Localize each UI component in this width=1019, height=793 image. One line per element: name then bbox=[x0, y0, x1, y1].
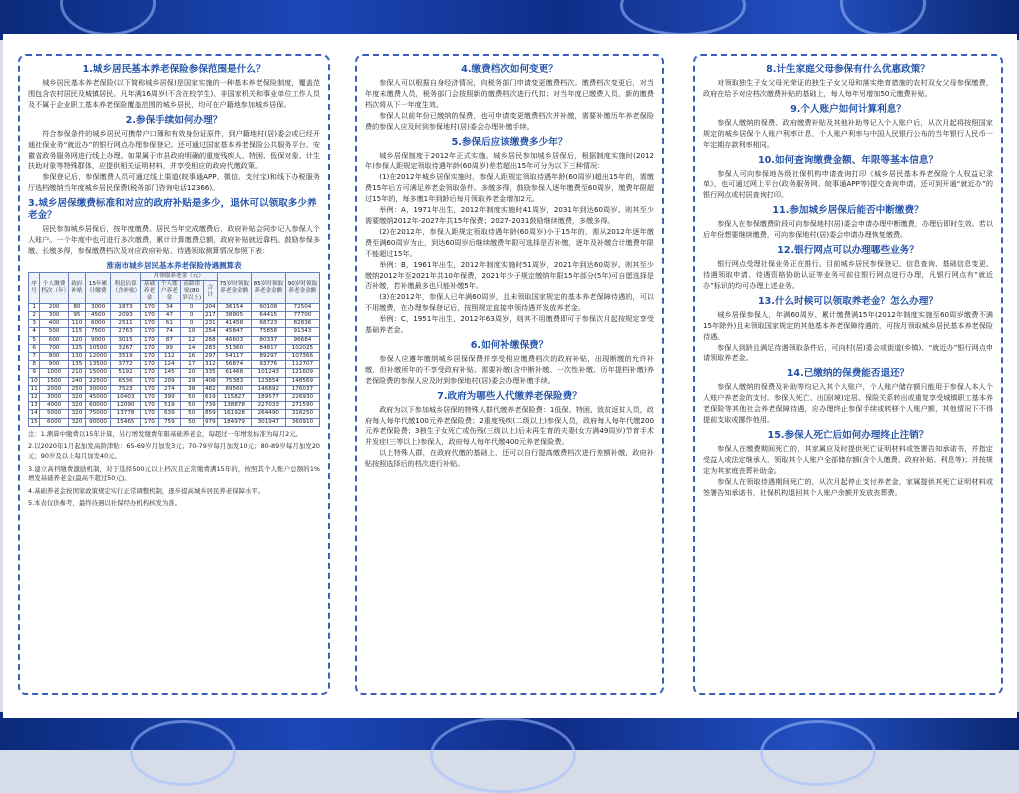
table-cell: 110 bbox=[69, 320, 86, 328]
table-row bbox=[29, 303, 320, 311]
table-cell: 4000 bbox=[40, 402, 69, 410]
section-title: 14.已缴纳的保费能否退还？ bbox=[786, 368, 910, 380]
faq-column-1 bbox=[18, 54, 330, 695]
swirl-ornament bbox=[130, 720, 236, 786]
section-text: 参保人可向参保地各级社保机构申请查询打印《城乡居民基本养老保险个人权益记录单》，也可通过网上平台(政务服务网、皖事通APP等)提交查询申请，还可到开通“就近办”的银行网点或村居查询打印。 bbox=[703, 168, 993, 200]
table-header: 序号 bbox=[29, 272, 40, 303]
table-cell: 9000 bbox=[85, 336, 110, 344]
section-text: 参保人应遵年缴纳城乡居保保费并享受相应缴费档次的政府补贴，出现断缴的允许补缴，但补缴所年的不享受政府补贴。需要补缴(含中断补缴、一次性补缴、历年提档补缴)养老保险费的参保人应及时到参保地村(居)委会办理补缴手续。 bbox=[365, 353, 654, 385]
section-text: 举例：C，1951年出生，2012年63周岁，则其不用缴费即可于参保次月起按规定享受基础养老金。 bbox=[365, 314, 654, 335]
section-text: 对领取独生子女父母光荣证的独生子女父母和落实绝育措施的农村双女父母参保缴费，政府在给予对应档次缴费补贴的基础上，每人每年另增加50元缴费补贴。 bbox=[703, 78, 993, 98]
table-cell: 45000 bbox=[85, 393, 110, 401]
table-cell: 10 bbox=[180, 328, 203, 336]
table-cell: 89297 bbox=[251, 352, 285, 360]
section-title: 5.参保后应该缴费多少年？ bbox=[451, 136, 568, 148]
table-header: 个人缴费档次（年） bbox=[40, 272, 69, 303]
table-note: 注：1.测算中缴费以15年计算，另行增发缴费年限基础养老金，每超过一年增发标准为每月2元。 bbox=[28, 429, 302, 438]
table-cell: 3000 bbox=[40, 393, 69, 401]
table-cell: 115 bbox=[69, 328, 86, 336]
table-cell: 800 bbox=[40, 352, 69, 360]
table-cell: 96684 bbox=[285, 336, 319, 344]
table-cell: 254 bbox=[204, 328, 216, 335]
table-subheader: 个人账户养老金 bbox=[159, 281, 180, 304]
table-cell: 17 bbox=[180, 361, 203, 369]
table-row bbox=[29, 320, 320, 328]
table-cell: 335 bbox=[204, 369, 216, 376]
section-title: 13.什么时候可以领取养老金？怎么办理？ bbox=[757, 295, 939, 307]
table-cell: 240 bbox=[69, 377, 86, 385]
table-cell: 482 bbox=[204, 385, 216, 392]
table-cell: 7523 bbox=[111, 385, 141, 393]
table-cell: 4 bbox=[29, 328, 40, 336]
table-row bbox=[29, 402, 320, 410]
section-text: 参保人以前年份已缴纳的保费，也可申请变更缴费档次并补缴，需要补缴历年养老保险费的参保人应及时到参保地村(居)委会办理补缴手续。 bbox=[365, 110, 654, 131]
table-cell: 161928 bbox=[217, 410, 251, 418]
table-cell: 7 bbox=[29, 352, 40, 360]
table-cell: 120 bbox=[69, 336, 86, 344]
table-row bbox=[29, 369, 320, 377]
table-cell: 2000 bbox=[40, 385, 69, 393]
swirl-ornament bbox=[760, 720, 876, 786]
table-cell: 3 bbox=[29, 320, 40, 328]
table-cell: 75383 bbox=[217, 377, 251, 385]
table-cell: 1000 bbox=[40, 369, 69, 377]
table-cell: 145 bbox=[159, 369, 180, 377]
table-subheader: 高龄津贴(80岁以上) bbox=[180, 281, 203, 304]
table-title: 淮南市城乡居民基本养老保险待遇测算表 bbox=[106, 260, 242, 270]
table-cell: 320 bbox=[69, 418, 86, 426]
table-cell: 519 bbox=[159, 402, 180, 410]
table-cell: 38 bbox=[180, 385, 203, 393]
table-cell: 3519 bbox=[111, 352, 141, 360]
table-cell: 170 bbox=[140, 418, 158, 426]
table-cell: 204 bbox=[204, 303, 216, 310]
table-cell: 320 bbox=[69, 402, 86, 410]
section-text: 居民参加城乡居保后，按年度缴费。居民当年完成缴费后，政府补贴会同步记入参保人个人账户。一个年度中也可进行多次缴费，累计计算缴费总额，政府补贴就近靠档。鼓励参保多缴、长缴多得，参保缴费档次及对应政府补贴、待遇领取测算情况参照下表： bbox=[28, 224, 320, 255]
table-note: 4.基础养老金按国家政策规定实行正常调整机制，逐步提高城乡居民养老保障水平。 bbox=[28, 486, 265, 495]
section-title: 2.参保手续如何办理？ bbox=[125, 114, 223, 126]
table-cell: 316250 bbox=[285, 410, 319, 418]
table-cell: 217 bbox=[204, 311, 216, 318]
table-cell: 301947 bbox=[251, 418, 285, 426]
table-cell: 170 bbox=[140, 336, 158, 344]
section-title: 3.城乡居保缴费标准和对应的政府补贴是多少，退休可以领取多少养老金？ bbox=[28, 198, 317, 222]
section-text: 城乡居民基本养老保险(以下简称城乡居保)是国家实施的一种基本养老保险制度，覆盖范围包含农村居民及城镇居民。凡年满16周岁(不含在校学生)、非国家机关和事业单位工作人员及不属于企业职工基本养老保险覆盖范围的城乡居民，均可在户籍地参加城乡居保。 bbox=[28, 78, 320, 109]
table-cell: 93776 bbox=[251, 361, 285, 369]
table-cell: 1500 bbox=[40, 377, 69, 385]
table-cell: 0 bbox=[180, 303, 203, 311]
table-cell: 170 bbox=[140, 385, 158, 393]
table-header: 85岁时领取养老金金额 bbox=[251, 272, 285, 303]
table-cell: 107366 bbox=[285, 352, 319, 360]
table-cell: 900 bbox=[40, 361, 69, 369]
table-cell: 12090 bbox=[111, 402, 141, 410]
table-cell: 859 bbox=[204, 410, 216, 417]
faq-column-2 bbox=[355, 54, 664, 695]
table-cell: 1873 bbox=[111, 303, 141, 311]
table-cell: 138878 bbox=[217, 402, 251, 410]
table-header: 月领取养老金（元） bbox=[140, 272, 217, 280]
table-cell: 12000 bbox=[85, 352, 110, 360]
table-cell: 1 bbox=[29, 303, 40, 311]
table-cell: 54117 bbox=[217, 352, 251, 360]
table-cell: 297 bbox=[204, 352, 216, 359]
table-cell: 16 bbox=[180, 352, 203, 360]
table-cell: 46603 bbox=[217, 336, 251, 344]
table-cell: 80 bbox=[69, 303, 86, 311]
table-body bbox=[29, 303, 320, 426]
section-text: 参保人可以根据自身经济情况，向税务部门申请变更缴费档次。缴费档次变更后，对当年度未缴费人员，税务部门会按照新的缴费档次进行代扣；对当年度已缴费人员，新的缴费档次将从下一年度生效。 bbox=[365, 78, 654, 109]
table-cell: 4500 bbox=[85, 311, 110, 319]
table-cell: 312 bbox=[204, 361, 216, 368]
table-cell: 68723 bbox=[251, 320, 285, 328]
section-text: 银行网点受理社保业务正在推行。目前城乡居民参保登记、信息查询、基础信息变更、待遇领取申请、待遇资格协助认证等业务可前往银行网点进行办理，凡银行网点有“就近办”标识的均可办理上述业务。 bbox=[703, 259, 993, 290]
section-title: 9.个人账户如何计算利息？ bbox=[790, 103, 906, 115]
table-cell: 189577 bbox=[251, 393, 285, 401]
section-text: 举例：A，1971年出生，2012年制度实施时41周岁，2031年到达60周岁。则其至少需要缴纳2012年-2027年共15年保费；2027-2031鼓励继续缴费，多缴多得。 bbox=[365, 205, 654, 225]
table-cell: 84817 bbox=[251, 344, 285, 352]
table-cell: 274 bbox=[159, 385, 180, 393]
table-cell: 170 bbox=[140, 369, 158, 377]
table-cell: 320 bbox=[69, 393, 86, 401]
table-row bbox=[29, 385, 320, 393]
table-cell: 184979 bbox=[217, 418, 251, 426]
table-cell: 271590 bbox=[285, 402, 319, 410]
table-cell: 80337 bbox=[251, 336, 285, 344]
section-title: 10.如何查询缴费金额、年限等基本信息？ bbox=[757, 154, 939, 166]
section-title: 7.政府为哪些人代缴养老保险费？ bbox=[437, 390, 582, 402]
table-note: 5.本表仅供参考，最终待遇以社保经办机构核发为准。 bbox=[28, 499, 182, 508]
table-cell: 2 bbox=[29, 311, 40, 319]
section-text: 政府为以下参加城乡居保的特殊人群代缴养老保险费：1低保、特困、致贫返贫人员，政府每人每年代缴100元养老保险费；2重度残疾(二级以上)参保人员，政府每人每年代缴200元养老保险费；3独生子女死亡或伤残(三级以上)后未再生育的夫妻(女方满49周岁)节育手术并发症(三等以上)参保人，政府每人每年代缴400元养老保险费。 bbox=[365, 404, 654, 447]
table-cell: 268 bbox=[204, 336, 216, 343]
section-text: 城乡居保制度于2012年正式实施。城乡居民参加城乡居保后，根据制度实施时(2012年)参保人距规定领取待遇年龄(60周岁)差若超出15年可分为以下三种情况： bbox=[365, 150, 654, 171]
table-cell: 170 bbox=[140, 320, 158, 328]
swirl-ornament bbox=[60, 0, 156, 36]
table-cell: 170 bbox=[140, 393, 158, 401]
table-cell: 101243 bbox=[251, 369, 285, 377]
section-text: 参保人在缴费期间死亡的，其家属应及时提供死亡证明材料或签署告知承诺书，并指定受益人或法定继承人，领取其个人账户全部储存额(含个人缴费、政府补贴、利息等)；并按规定为其家庭丧葬补助金。 bbox=[703, 443, 993, 475]
table-cell: 10403 bbox=[111, 393, 141, 401]
table-cell: 3015 bbox=[111, 336, 141, 344]
table-cell: 6000 bbox=[40, 418, 69, 426]
table-note: 2.以2020年1月起加发高龄津贴：65-69岁月加发3元；70-79岁每月加发10元；80-89岁每月加发20元；90岁及以上每月加发40元。 bbox=[28, 442, 320, 460]
table-cell: 56874 bbox=[217, 361, 251, 369]
table-cell: 170 bbox=[140, 410, 158, 418]
table-row bbox=[29, 311, 320, 319]
table-cell: 74 bbox=[159, 328, 180, 336]
table-cell: 226930 bbox=[285, 393, 319, 401]
table-subheader: 合计 bbox=[203, 281, 217, 304]
table-cell: 12 bbox=[29, 393, 40, 401]
table-cell: 14 bbox=[180, 344, 203, 352]
table-cell: 0 bbox=[180, 320, 203, 328]
table-cell: 130 bbox=[69, 352, 86, 360]
table-header: 75岁时领取养老金金额 bbox=[217, 272, 251, 303]
table-cell: 51360 bbox=[217, 344, 251, 352]
table-cell: 112707 bbox=[285, 361, 319, 369]
table-cell: 22500 bbox=[85, 377, 110, 385]
table-cell: 60000 bbox=[85, 402, 110, 410]
table-cell: 500 bbox=[40, 328, 69, 336]
table-note: 3.建立高档缴费激励机制，对于选择500元以上档次且正常缴费满15年的，按照其个人账户总额的1%增发基础养老金(最高不超过50元)。 bbox=[28, 464, 320, 483]
table-cell: 170 bbox=[140, 303, 158, 311]
table-cell: 5 bbox=[29, 336, 40, 344]
section-text: 城乡居保参保人，年满60周岁、累计缴费满15年(2012年制度实施至60周岁缴费不满15年除外)且未领取国家规定的其他基本养老保障待遇的，可按月领取城乡居民基本养老保险待遇。 bbox=[703, 309, 993, 341]
table-cell: 10500 bbox=[85, 344, 110, 352]
table-cell: 200 bbox=[40, 303, 69, 311]
table-cell: 0 bbox=[180, 311, 203, 319]
table-cell: 13778 bbox=[111, 410, 141, 418]
table-cell: 41458 bbox=[217, 320, 251, 328]
table-cell: 38805 bbox=[217, 311, 251, 319]
table-cell: 210 bbox=[69, 369, 86, 377]
table-cell: 13 bbox=[29, 402, 40, 410]
table-cell: 50 bbox=[180, 402, 203, 410]
table-cell: 77700 bbox=[285, 311, 319, 319]
table-cell: 135 bbox=[69, 361, 86, 369]
table-cell: 112 bbox=[159, 352, 180, 360]
table-cell: 3772 bbox=[111, 361, 141, 369]
table-cell: 61468 bbox=[217, 369, 251, 377]
swirl-ornament bbox=[840, 0, 926, 36]
table-row bbox=[29, 328, 320, 336]
section-text: (1)在2012年城乡居保实施时，参保人距规定领取待遇年龄(60周岁)超出15年的，需缴费15年后方可满足养老金领取条件。多缴多得，鼓励参保人逐年缴费至60周岁，缴费年限超过15年的，每多缴1年到龄后每月领取养老金增加2元。 bbox=[365, 172, 654, 204]
table-cell: 408 bbox=[204, 377, 216, 384]
table-cell: 121609 bbox=[285, 369, 319, 377]
table-header: 15年累计缴费 bbox=[85, 272, 110, 303]
table-cell: 45847 bbox=[217, 328, 251, 336]
table-cell: 250 bbox=[69, 385, 86, 393]
section-text: 参保人在领取待遇期间死亡的，从次月起停止支付养老金，家属提供其死亡证明材料或签署告知承诺书，社保机构退回其个人账户余额并发放丧葬费。 bbox=[703, 476, 993, 497]
table-cell: 60108 bbox=[251, 303, 285, 311]
table-cell: 170 bbox=[140, 344, 158, 352]
table-header: 政府补贴 bbox=[69, 272, 86, 303]
table-row bbox=[29, 418, 320, 426]
table-cell: 13500 bbox=[85, 361, 110, 369]
table-cell: 95 bbox=[69, 311, 86, 319]
table-cell: 639 bbox=[159, 410, 180, 418]
table-cell: 619 bbox=[204, 393, 216, 400]
table-cell: 50 bbox=[180, 418, 203, 426]
table-cell: 10 bbox=[29, 377, 40, 385]
table-cell: 6536 bbox=[111, 377, 141, 385]
table-cell: 170 bbox=[140, 377, 158, 385]
table-cell: 3267 bbox=[111, 344, 141, 352]
table-cell: 170 bbox=[140, 328, 158, 336]
table-cell: 34 bbox=[159, 303, 180, 311]
table-cell: 170 bbox=[140, 361, 158, 369]
table-notes bbox=[28, 430, 320, 509]
table-cell: 75858 bbox=[251, 328, 285, 336]
table-cell: 979 bbox=[204, 418, 216, 425]
table-cell: 227033 bbox=[251, 402, 285, 410]
benefit-table bbox=[28, 272, 320, 427]
table-cell: 170 bbox=[140, 402, 158, 410]
table-cell: 5192 bbox=[111, 369, 141, 377]
section-text: 参保人缴纳的保费、政府缴费补贴及其他补助等记入个人账户后，从次月起将按照国家规定的城乡居保个人账户利率计息，个人账户利率与中国人民银行公布的当年银行人民币一年定期存款利率相同。 bbox=[703, 117, 993, 149]
section-text: (3)在2012年，参保人已年满60周岁，且未领取国家规定的基本养老保障待遇的，可以不用缴费，在办理参保登记后，按照规定直接申领待遇并发放养老金。 bbox=[365, 292, 654, 313]
table-cell: 170 bbox=[140, 352, 158, 360]
table-cell: 700 bbox=[40, 344, 69, 352]
table-cell: 2093 bbox=[111, 311, 141, 319]
table-cell: 12 bbox=[180, 336, 203, 344]
table-cell: 176037 bbox=[285, 385, 319, 393]
table-cell: 11 bbox=[29, 385, 40, 393]
table-cell: 2511 bbox=[111, 320, 141, 328]
table-cell: 148569 bbox=[285, 377, 319, 385]
section-title: 15.参保人死亡后如何办理终止注销？ bbox=[767, 429, 929, 441]
table-cell: 170 bbox=[140, 311, 158, 319]
table-row bbox=[29, 361, 320, 369]
table-cell: 99 bbox=[159, 344, 180, 352]
table-cell: 2763 bbox=[111, 328, 141, 336]
table-cell: 209 bbox=[159, 377, 180, 385]
section-title: 11.参加城乡居保后能否中断缴费？ bbox=[772, 205, 924, 217]
section-title: 12.银行网点可以办理哪些业务？ bbox=[777, 245, 919, 257]
table-cell: 7500 bbox=[85, 328, 110, 336]
section-title: 4.缴费档次如何变更？ bbox=[461, 64, 558, 75]
faq-column-3 bbox=[693, 54, 1003, 695]
table-cell: 283 bbox=[204, 344, 216, 351]
table-row bbox=[29, 344, 320, 352]
table-cell: 91343 bbox=[285, 328, 319, 336]
table-cell: 15465 bbox=[111, 418, 141, 426]
table-row bbox=[29, 393, 320, 401]
table-cell: 8 bbox=[29, 361, 40, 369]
table-cell: 75000 bbox=[85, 410, 110, 418]
table-cell: 5000 bbox=[40, 410, 69, 418]
section-text: 参保人在参保缴费阶段可向参保地村(居)委会申请办理中断缴费，办理后即时生效。若以后年份想要继续缴费，可向参保地村(居)委会申请办理恢复缴费。 bbox=[703, 219, 993, 240]
section-text: 以上特殊人群，在政府代缴的基础上，还可以自行提高缴费档次进行差额补缴，政府补贴按照选择后的档次进行补贴。 bbox=[365, 448, 654, 469]
table-cell: 123854 bbox=[251, 377, 285, 385]
table-cell: 90000 bbox=[85, 418, 110, 426]
table-cell: 6 bbox=[29, 344, 40, 352]
section-text: 参保登记后，参保缴费人员可通过线上渠道(皖事通APP、微信、支付宝)和线下办税服务厅选档缴纳当年度城乡居民保费(税务部门咨询电话12366)。 bbox=[28, 172, 320, 193]
table-cell: 115827 bbox=[217, 393, 251, 401]
table-cell: 14 bbox=[29, 410, 40, 418]
table-cell: 360910 bbox=[285, 418, 319, 426]
table-cell: 50 bbox=[180, 410, 203, 418]
table-cell: 9 bbox=[29, 369, 40, 377]
section-text: 参保人到龄且满足待遇领取条件后，可向村(居)委会或街道(乡镇)、“就近办”银行网点申请领取养老金。 bbox=[703, 342, 993, 363]
table-row bbox=[29, 352, 320, 360]
table-cell: 3000 bbox=[85, 303, 110, 311]
table-cell: 300 bbox=[40, 311, 69, 319]
table-row bbox=[29, 410, 320, 418]
table-subheader: 基础养老金 bbox=[140, 281, 158, 304]
table-cell: 759 bbox=[159, 418, 180, 426]
table-cell: 399 bbox=[159, 393, 180, 401]
table-cell: 124 bbox=[159, 361, 180, 369]
table-cell: 47 bbox=[159, 311, 180, 319]
table-cell: 87 bbox=[159, 336, 180, 344]
table-cell: 36154 bbox=[217, 303, 251, 311]
table-row bbox=[29, 377, 320, 385]
swirl-ornament bbox=[620, 0, 746, 36]
table-cell: 400 bbox=[40, 320, 69, 328]
table-header: 90岁时领取养老金金额 bbox=[285, 272, 319, 303]
section-text: (2)在2012年，参保人距规定领取待遇年龄(60周岁)小于15年的，需从2012年逐年缴费至满60周岁为止，到达60周岁后继续缴费年限可选择是否补缴，逐年及补缴合计缴费年限不能超过15年。 bbox=[365, 226, 654, 258]
swirl-ornament bbox=[430, 717, 576, 793]
section-text: 举例：B，1961年出生，2012年制度实施时51周岁，2021年到达60周岁。则其至少缴纳2012年至2021年共10年保费，2021年少于规定缴纳年限15年部分(5年)可自愿选择是否补缴，若补缴最多也只能补缴5年。 bbox=[365, 259, 654, 291]
section-text: 参保人缴纳的保费及补助等均记入其个人账户，个人账户储存额只能用于参保人本人个人账户养老金的支付。参保人死亡、出国(境)定居、保险关系转出或重复享受城镇职工基本养老保险等其他社会养老保障待遇，应办理终止参保手续或转移个人账户额，其他情况下不得提前支取或挪作他用。 bbox=[703, 382, 993, 425]
section-title: 6.如何补缴保费？ bbox=[470, 339, 549, 351]
table-cell: 64415 bbox=[251, 311, 285, 319]
table-cell: 61 bbox=[159, 320, 180, 328]
table-cell: 146892 bbox=[251, 385, 285, 393]
table-cell: 15 bbox=[29, 418, 40, 426]
table-row bbox=[29, 336, 320, 344]
table-cell: 125 bbox=[69, 344, 86, 352]
table-cell: 320 bbox=[69, 410, 86, 418]
table-cell: 102025 bbox=[285, 344, 319, 352]
table-cell: 264490 bbox=[251, 410, 285, 418]
table-cell: 15000 bbox=[85, 369, 110, 377]
table-cell: 600 bbox=[40, 336, 69, 344]
table-cell: 50 bbox=[180, 393, 203, 401]
table-cell: 29 bbox=[180, 377, 203, 385]
section-title: 1.城乡居民基本养老保险参保范围是什么？ bbox=[82, 64, 266, 75]
table-cell: 89560 bbox=[217, 385, 251, 393]
table-cell: 231 bbox=[204, 320, 216, 327]
table-cell: 20 bbox=[180, 369, 203, 377]
table-cell: 30000 bbox=[85, 385, 110, 393]
section-text: 符合参保条件的城乡居民可携带户口簿和有效身份证原件，到户籍地村(居)委会或已经开通社保业务“就近办”的银行网点办理参保登记。还可通过国家基本养老保险公共服务平台、安徽省政务服务网进行线上办理。如果属于市县政府明确的重度残疾人、特困、低保对象、计生扶助对象等特殊群体，应提供相关证明材料，并享受相应的政府代缴政策。 bbox=[28, 128, 320, 171]
table-cell: 82836 bbox=[285, 320, 319, 328]
table-cell: 739 bbox=[204, 402, 216, 409]
table-header: 利息估算（含补贴） bbox=[111, 272, 141, 303]
section-title: 8.计生家庭父母参保有什么优惠政策？ bbox=[766, 64, 930, 75]
table-cell: 72504 bbox=[285, 303, 319, 311]
table-cell: 6000 bbox=[85, 320, 110, 328]
